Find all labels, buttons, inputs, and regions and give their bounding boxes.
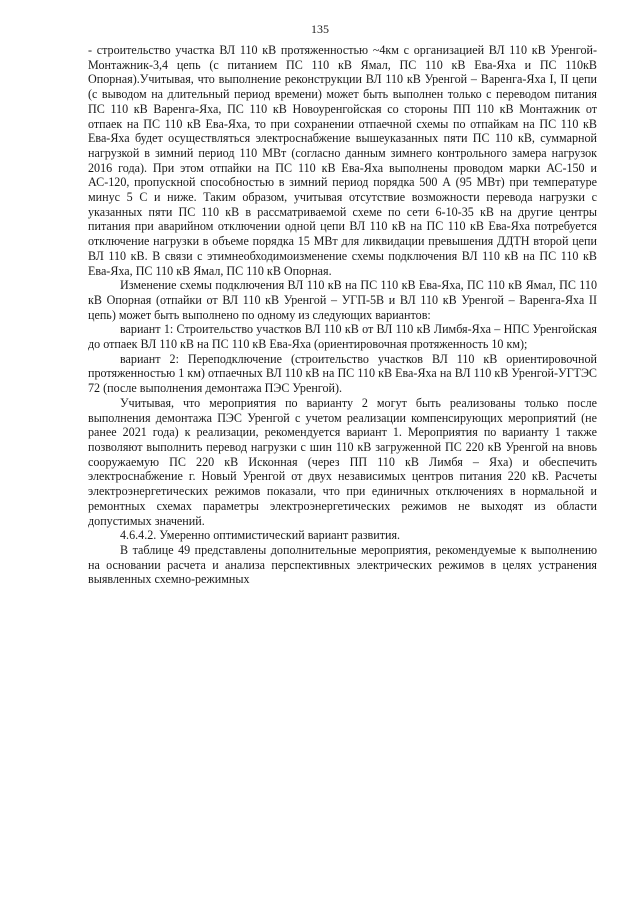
page-number: 135: [311, 22, 329, 36]
paragraph: вариант 2: Переподключение (строительство участков ВЛ 110 кВ ориентировочной протяженностью 1 км) отпаечных ВЛ 110 кВ на ПС 110 кВ Ева-Яха на ВЛ 110 кВ Уренгой-УГТЭС 72 (после выполнения демонтажа ПЭС Уренгой).: [88, 351, 597, 396]
paragraph: Изменение схемы подключения ВЛ 110 кВ на ПС 110 кВ Ева-Яха, ПС 110 кВ Ямал, ПС 110 кВ Опорная (отпайки от ВЛ 110 кВ Уренгой – УГП-5В и ВЛ 110 кВ Уренгой – Варенга-Яха II цепь) может быть выполнено по одному из следующих вариантов:: [88, 278, 597, 322]
paragraph: - строительство участка ВЛ 110 кВ протяженностью ~4км с организацией ВЛ 110 кВ Уренгой-Монтажник-3,4 цепь (с питанием ПС 110 кВ Ямал, ПС 110 кВ Ева-Яха и ПС 110кВ Опорная).Учитывая, что выполнение реконструкции ВЛ 110 кВ Уренгой – Варенга-Яха I, II цепи (с выводом на длительный период времени) может быть выполнен только с переводом питания ПС 110 кВ Варенга-Яха, ПС 110 кВ Новоуренгойская со стороны ПП 110 кВ Монтажник от отпаек на ПС 110 кВ Ева-Яха, то при сохранении отпаечной схемы по отпайкам на ПС 110 кВ Ева-Яха будет осуществляться электроснабжение вышеуказанных пяти ПС 110 кВ, суммарной нагрузкой в зимний период 110 МВт (согласно данным зимнего контрольного замера нагрузок 2016 года). При этом отпайки на ПС 110 кВ Ева-Яха выполнены проводом марки АС-150 и АС-120, пропускной способностью в зимний период порядка 500 А (95 МВт) при температуре минус 5 С и ниже. Таким образом, учитывая отсутствие возможности перевода нагрузки с указанных пяти ПС 110 кВ в рассматриваемой схеме по сети 6-10-35 кВ на другие центры питания при аварийном отключении одной цепи ВЛ 110 кВ на ПС 110 кВ Ева-Яха потребуется отключение нагрузки в объеме порядка 15 МВт для ликвидации превышения ДДТН второй цепи ВЛ 110 кВ. В связи с этимнеобходимоизменение схемы подключения ВЛ 110 кВ на ПС 110 кВ Ева-Яха, ПС 110 кВ Ямал, ПС 110 кВ Опорная.: [88, 43, 597, 278]
paragraph: вариант 1: Строительство участков ВЛ 110 кВ от ВЛ 110 кВ Лимбя-Яха – НПС Уренгойская до отпаек ВЛ 110 кВ на ПС 110 кВ Ева-Яха (ориентировочная протяженность 10 км);: [88, 322, 597, 352]
page-background: [0, 772, 640, 905]
paragraph: В таблице 49 представлены дополнительные мероприятия, рекомендуемые к выполнению на основании расчета и анализа перспективных электрических режимов в целях устранения выявленных схемно-режимных: [88, 542, 597, 587]
body-text: [88, 43, 597, 587]
paragraph: Учитывая, что мероприятия по варианту 2 могут быть реализованы только после выполнения демонтажа ПЭС Уренгой с учетом реализации компенсирующих мероприятий (не ранее 2021 года) к реализации, рекомендуется вариант 1. Мероприятия по варианту 1 также позволяют выполнить перевод нагрузки с шин 110 кВ загруженной ПС 220 кВ Уренгой на вновь сооружаемую ПС 220 кВ Исконная (через ПП 110 кВ Лимбя – Яха) и обеспечить электроснабжение г. Новый Уренгой от двух независимых центров питания 220 кВ. Расчеты электроэнергетических режимов показали, что при единичных отключениях в нормальной и ремонтных схемах параметры электроэнергетических режимов не выходят из области допустимых значений.: [88, 395, 597, 528]
section-heading: 4.6.4.2. Умеренно оптимистический вариант развития.: [120, 528, 401, 543]
